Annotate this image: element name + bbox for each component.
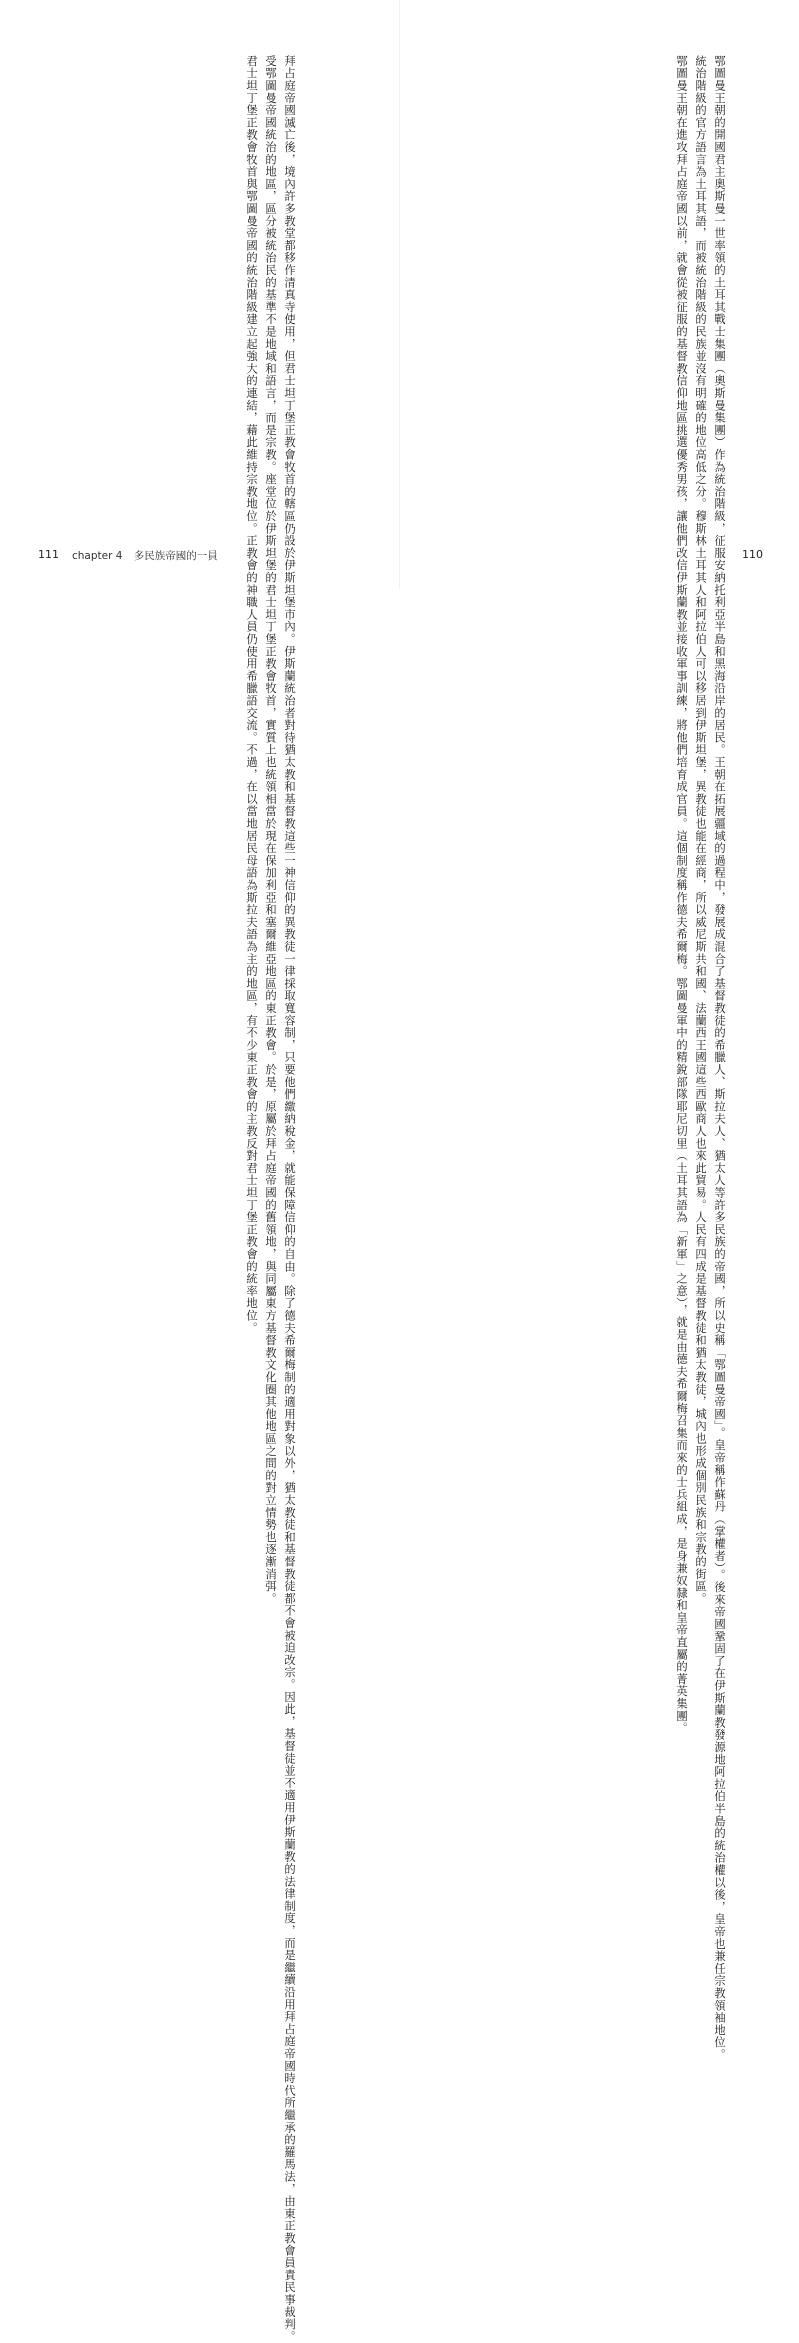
running-head — [72, 548, 218, 563]
right-body-text — [672, 55, 729, 2061]
left-page — [0, 0, 399, 2343]
paragraph: 君士坦丁堡正教會牧首與鄂圖曼帝國的統治階級建立起強大的連結，藉此維持宗教地位。正教會的神職人員仍使用希臘語交流。不過，在以當地居民母語為斯拉夫語為主的地區，有不少東正教會的主教反對君士坦丁堡正教會的統率地位。 — [245, 55, 258, 1335]
paragraph: 拜占庭帝國滅亡後，境內許多教堂都移作清真寺使用，但君士坦丁堡正教會牧首的轄區仍設於伊斯坦堡市內。伊斯蘭統治者對待猶太教和基督教這些一神信仰的異教徒一律採取寬容制，只要他們繳納稅金，就能保障信仰的自由。除了德夫希爾梅制的適用對象以外，猶太教徒和基督教徒都不會被迫改宗。因此，基督徒並不適用伊斯蘭教的法律制度，而是繼續沿用拜占庭帝國時代所繼承的羅馬法，由東正教會員責民事裁判。 — [283, 55, 296, 2343]
paragraph: 統治階級的官方語言為土耳其語，而被統治階級的民族並沒有明確的地位高低之分。穆斯林土耳其人和阿拉伯人可以移居到伊斯坦堡，異教徒也能在經商，所以威尼斯共和國、法蘭西王國這些西歐商人也來此貿易。人民有四成是基督教徒和猶太教徒，城內也形成個別民族和宗教的街區。 — [694, 55, 707, 1605]
left-body-text — [242, 55, 299, 2343]
page-number: 111 — [38, 548, 59, 561]
right-page — [400, 0, 799, 2061]
chapter-title: 多民族帝國的一員 — [133, 550, 218, 562]
page-number: 110 — [742, 548, 763, 561]
chapter-label: chapter 4 — [72, 550, 123, 562]
paragraph: 鄂圖曼王朝的開國君主奧斯曼一世率領的土耳其戰士集團（奧斯曼集團）作為統治階級，征服安納托利亞半島和黑海沿岸的居民。王朝在拓展疆域的過程中，發展成混合了基督教徒的希臘人、斯拉夫人、猶太人等許多民族的帝國，所以史稱「鄂圖曼帝國」。皇帝稱作蘇丹（掌權者）。後來帝國鞏固了在伊斯蘭教發源地阿拉伯半島的統治權以後，皇帝也兼任宗教領袖地位。 — [713, 55, 726, 2061]
paragraph: 受鄂圖曼帝國統治的地區，區分被統治民的基準不是地域和語言，而是宗教。座堂位於伊斯坦堡的君士坦丁堡正教會牧首，實質上也統領相當於現在保加利亞和塞爾維亞地區的東正教會。於是，原屬於拜占庭帝國的舊領地，與同屬東方基督教文化圈其他地區之間的對立情勢也逐漸消弭。 — [264, 55, 277, 1605]
paragraph: 鄂圖曼王朝在進攻拜占庭帝國以前，就會從被征服的基督教信仰地區挑選優秀男孩，讓他們改信伊斯蘭教並接收軍事訓練，將他們培育成官員。這個制度稱作德夫希爾梅。鄂圖曼軍中的精銳部隊耶尼切里（土耳其語為「新軍」之意），就是由德夫希爾梅召集而來的士兵組成，是身兼奴隸和皇帝直屬的菁英集團。 — [675, 55, 688, 1735]
